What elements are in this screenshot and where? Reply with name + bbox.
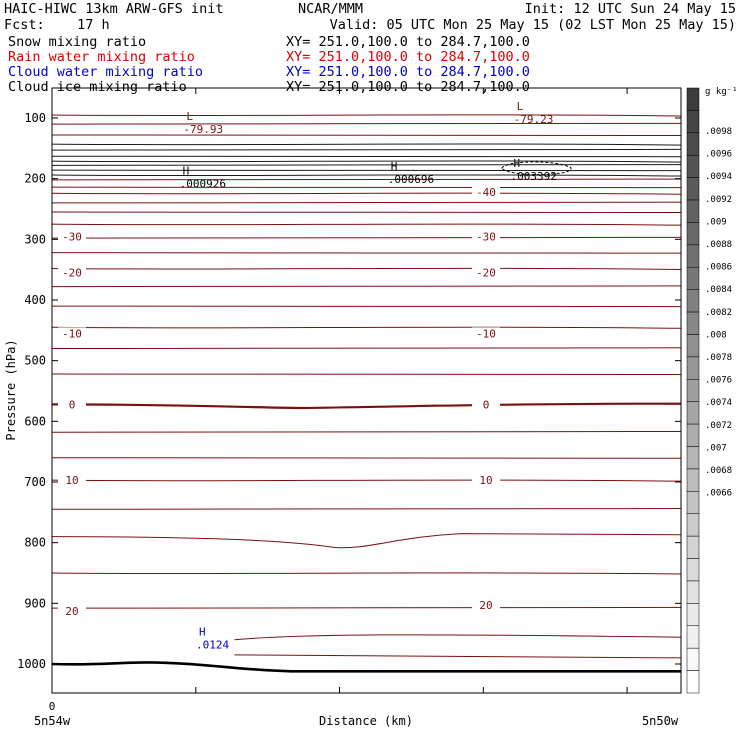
extrema-labels xyxy=(180,100,571,652)
contour-label: 10 xyxy=(479,474,493,488)
isotherm-line xyxy=(52,374,681,375)
colorbar-swatch xyxy=(687,648,699,670)
colorbar-swatch xyxy=(687,402,699,424)
contour-label: 20 xyxy=(65,605,79,619)
terrain-line xyxy=(52,662,681,671)
isotherm-line xyxy=(52,156,681,157)
isotherm-line xyxy=(52,165,681,166)
isotherm-line xyxy=(52,286,681,287)
extremum-kind: H xyxy=(390,159,398,173)
contour-label: -30 xyxy=(62,230,82,244)
field-xy-rain: XY= 251.0,100.0 to 284.7,100.0 xyxy=(286,49,530,65)
y-tick-label: 200 xyxy=(24,171,46,186)
colorbar-swatch xyxy=(687,245,699,267)
isotherm-line xyxy=(52,187,681,188)
isotherm-line xyxy=(52,404,681,408)
colorbar-swatch xyxy=(687,88,699,110)
colorbar-swatch xyxy=(687,536,699,558)
field-name-cloud-ice: Cloud ice mixing ratio xyxy=(8,79,187,95)
contour-labels xyxy=(58,186,500,618)
colorbar-label: .0086 xyxy=(705,262,733,273)
colorbar-label: .0092 xyxy=(705,194,733,205)
y-tick-label: 600 xyxy=(24,414,46,429)
colorbar-swatch xyxy=(687,200,699,222)
colorbar-label: .007 xyxy=(705,443,727,454)
isotherm-line xyxy=(52,144,681,145)
field-name-rain: Rain water mixing ratio xyxy=(8,49,195,65)
isotherm-line xyxy=(52,212,681,213)
isotherm-line xyxy=(52,115,681,116)
field-xy-cloud-water: XY= 251.0,100.0 to 284.7,100.0 xyxy=(286,64,530,80)
colorbar-swatch xyxy=(687,334,699,356)
contour-label: -20 xyxy=(476,266,496,280)
y-tick-label: 700 xyxy=(24,475,46,489)
colorbar-label: .0078 xyxy=(705,353,733,363)
isotherm-line xyxy=(52,202,681,203)
isotherm-line xyxy=(52,149,681,150)
contour-label: 0 xyxy=(482,398,490,412)
institution-label: NCAR/MMM xyxy=(298,1,364,17)
colorbar-label: .0068 xyxy=(705,466,733,476)
isotherm-line xyxy=(52,573,681,574)
colorbar-label: .0066 xyxy=(705,488,733,499)
colorbar-label: .0072 xyxy=(705,420,733,431)
contour-label: -30 xyxy=(476,230,496,244)
isotherm-line xyxy=(52,480,681,481)
colorbar-swatch xyxy=(687,155,699,177)
contour-label: -40 xyxy=(476,186,496,200)
x-start-label: 5n54w xyxy=(33,714,71,728)
extremum-value: -79.23 xyxy=(513,112,554,126)
y-tick-label: 900 xyxy=(24,596,46,611)
isotherm-line xyxy=(52,237,681,238)
colorbar-swatch xyxy=(687,133,699,155)
extremum-kind: H xyxy=(198,625,206,639)
colorbar-label: .0096 xyxy=(705,149,733,160)
colorbar-swatch xyxy=(687,626,699,648)
field-name-snow: Snow mixing ratio xyxy=(8,34,147,50)
colorbar-label: .0088 xyxy=(705,240,733,250)
colorbar-unit: g kg⁻¹ xyxy=(705,87,738,97)
colorbar-swatch xyxy=(687,222,699,244)
extremum-value: .000926 xyxy=(179,177,226,191)
isotherm-line xyxy=(52,175,681,176)
colorbar-swatch xyxy=(687,178,699,200)
extremum-kind: L xyxy=(186,110,194,124)
extremum-value: -79.93 xyxy=(183,123,224,137)
y-tick-label: 500 xyxy=(24,353,46,368)
extremum-value: .003392 xyxy=(510,169,557,183)
isotherm-line xyxy=(52,193,681,194)
y-tick-label: 800 xyxy=(24,535,46,550)
colorbar-label: .0076 xyxy=(705,375,733,386)
forecast-hour: Fcst: 17 h xyxy=(4,17,110,33)
isotherm-line xyxy=(52,268,681,269)
isotherm-line xyxy=(52,306,681,307)
colorbar-label: .0084 xyxy=(705,285,733,296)
isotherm-line xyxy=(52,253,681,254)
isotherm-line xyxy=(52,170,681,171)
x-origin-label: 0 xyxy=(48,700,56,713)
isotherm-line xyxy=(52,607,681,608)
terrain-surface xyxy=(52,662,681,671)
field-xy-cloud-ice: XY= 251.0,100.0 to 284.7,100.0 xyxy=(286,79,530,95)
colorbar-swatch xyxy=(687,357,699,379)
y-tick-label: 300 xyxy=(24,232,46,247)
colorbar-swatch xyxy=(687,290,699,312)
isotherm-line xyxy=(52,458,681,459)
colorbar-swatch xyxy=(687,379,699,401)
field-xy-snow: XY= 251.0,100.0 to 284.7,100.0 xyxy=(286,34,530,50)
y-tick-label: 100 xyxy=(24,111,46,125)
isotherm-line xyxy=(52,123,681,124)
contour-label: 20 xyxy=(479,599,493,613)
x-end-label: 5n50w xyxy=(641,714,679,728)
extremum-value: .0124 xyxy=(195,638,230,652)
colorbar-swatch xyxy=(687,312,699,334)
extremum-kind: H xyxy=(182,164,190,178)
isotherm-line xyxy=(52,509,681,510)
colorbar xyxy=(687,88,732,693)
isotherm-line xyxy=(52,327,681,328)
colorbar-swatch xyxy=(687,267,699,289)
y-tick-label: 400 xyxy=(24,293,46,307)
colorbar-swatch xyxy=(687,447,699,469)
isotherm-line xyxy=(52,534,681,548)
colorbar-label: .008 xyxy=(705,330,727,341)
temperature-contours xyxy=(52,112,681,658)
contour-label: -20 xyxy=(62,266,82,280)
y-axis xyxy=(17,111,681,671)
colorbar-label: .0094 xyxy=(705,172,733,183)
contour-label: 0 xyxy=(68,398,76,412)
colorbar-label: .0098 xyxy=(705,127,733,137)
isotherm-line xyxy=(234,655,681,658)
colorbar-swatch xyxy=(687,469,699,491)
isotherm-line xyxy=(234,635,681,640)
colorbar-label: .009 xyxy=(705,217,727,228)
valid-time: Valid: 05 UTC Mon 25 May 15 (02 LST Mon 25 May 15) xyxy=(329,17,736,33)
isotherm-line xyxy=(52,348,681,349)
colorbar-swatch xyxy=(687,491,699,513)
colorbar-swatch xyxy=(687,110,699,132)
extremum-kind: H xyxy=(513,156,521,170)
isotherm-line xyxy=(52,432,681,433)
colorbar-label: .0074 xyxy=(705,398,733,409)
isotherm-line xyxy=(52,224,681,225)
colorbar-swatch xyxy=(687,559,699,581)
extremum-kind: L xyxy=(516,99,524,113)
isotherm-line xyxy=(52,179,681,180)
y-axis-label: Pressure (hPa) xyxy=(4,339,18,441)
contour-label: -10 xyxy=(62,327,82,341)
contour-label: -10 xyxy=(476,327,496,341)
colorbar-swatch xyxy=(687,581,699,603)
x-axis-label: Distance (km) xyxy=(319,714,413,728)
colorbar-swatch xyxy=(687,514,699,536)
colorbar-label: .0082 xyxy=(705,307,733,318)
contour-label: 10 xyxy=(65,474,79,488)
model-title: HAIC-HIWC 13km ARW-GFS init xyxy=(4,1,224,17)
isotherm-line xyxy=(52,135,681,136)
isotherm-line xyxy=(52,161,681,162)
colorbar-swatch xyxy=(687,424,699,446)
extremum-value: .000696 xyxy=(387,172,435,186)
field-name-cloud-water: Cloud water mixing ratio xyxy=(8,64,204,80)
colorbar-swatch xyxy=(687,671,699,693)
y-tick-label: 1000 xyxy=(17,657,46,671)
init-time: Init: 12 UTC Sun 24 May 15 xyxy=(524,1,736,17)
colorbar-swatch xyxy=(687,603,699,625)
